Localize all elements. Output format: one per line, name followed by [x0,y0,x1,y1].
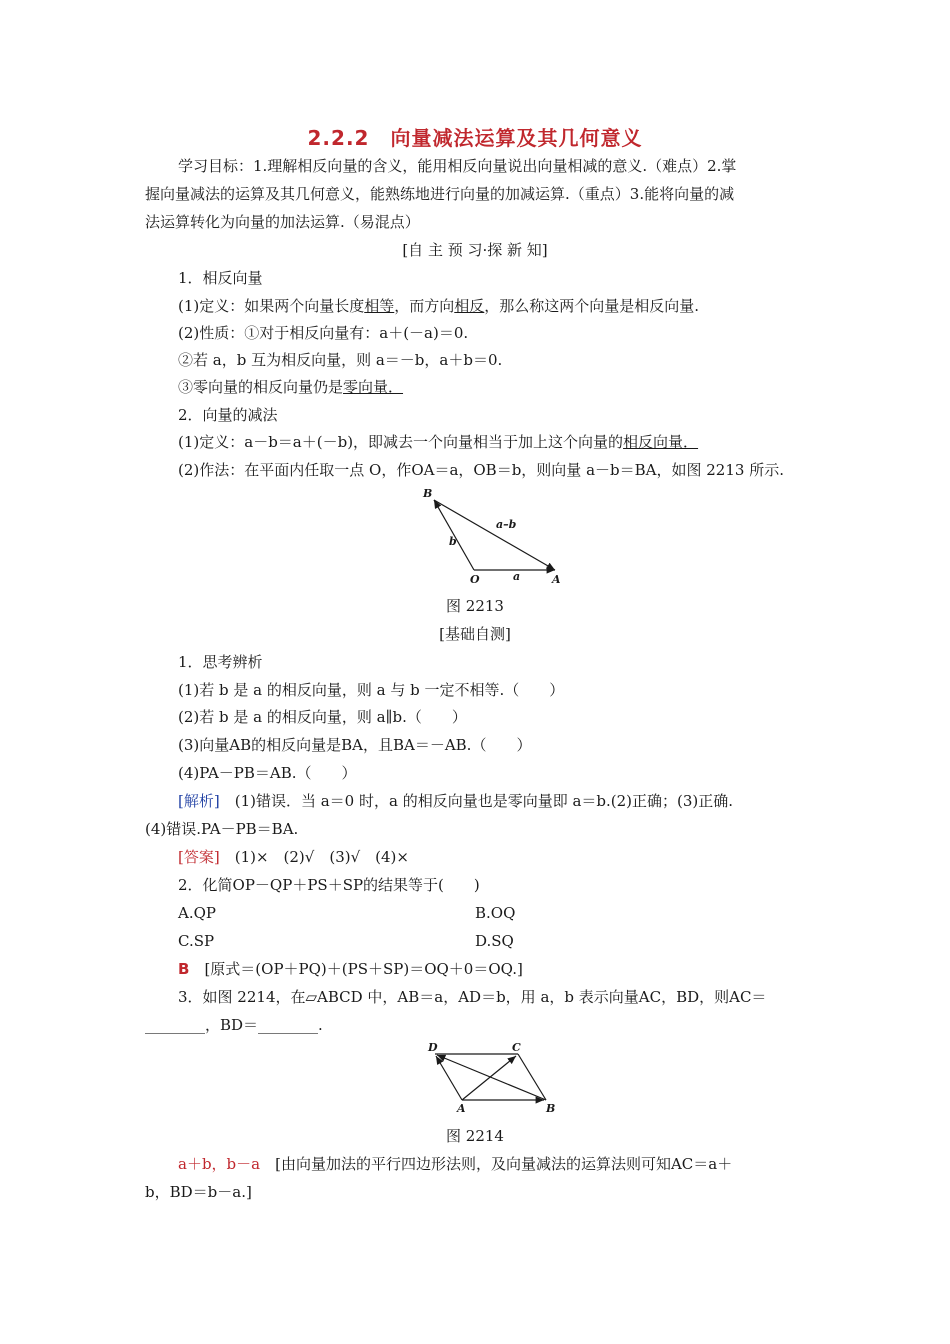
page-title: 2.2.2 向量减法运算及其几何意义 [307,126,643,150]
q1-heading: 1．思考辨析 [178,653,263,671]
label-a-minus-b: a–b [496,518,517,531]
subtraction-construction: (2)作法：在平面内任取一点 O，作OA＝a，OB＝b，则向量 a－b＝BA，如图 2213 所示. [178,461,784,479]
answer-tag: [答案] [178,848,220,866]
side-CB [518,1054,546,1100]
vector-BD [437,1055,546,1100]
q3-answer-line-1: a＋b，b－a [由向量加法的平行四边形法则，及向量减法的运算法则可知AC＝a＋ [178,1155,733,1173]
figure-2213-caption: 图 2213 [446,597,504,615]
q1-answer: [答案] (1)× (2)√ (3)√ (4)× [178,848,409,866]
section-header-self-test: [基础自测] [439,625,511,643]
q3-stem-line-1: 3．如图 2214，在▱ABCD 中，AB＝a，AD＝b，用 a，b 表示向量AC，BD，则AC＝ [178,988,767,1006]
label-a: a [513,570,521,583]
label-b: b [449,535,457,548]
q1-item-2: (2)若 b 是 a 的相反向量，则 a∥b.（ ） [178,708,467,726]
q3-answer-line-2: b，BD＝b－a.] [145,1183,252,1201]
opposite-vector-definition: (1)定义：如果两个向量长度相等，而方向相反，那么称这两个向量是相反向量. [178,297,700,315]
q1-analysis: [解析] (1)错误．当 a＝0 时，a 的相反向量也是零向量即 a＝b.(2)正确；(3)正确. [178,792,734,810]
section-header-preview: [自 主 预 习·探 新 知] [402,241,548,259]
q2-option-d: D.SQ [475,932,514,950]
vector-AD [436,1056,462,1100]
q1-item-3: (3)向量AB的相反向量是BA，且BA＝－AB.（ ） [178,736,532,754]
q2-answer-letter: B [178,960,190,978]
point-label-A: A [457,1102,466,1115]
point-label-D: D [428,1041,438,1054]
underlined-answer: 零向量． [343,378,404,396]
objectives-line-3: 法运算转化为向量的加法运算.（易混点） [145,213,420,231]
q1-item-4: (4)PA－PB＝AB.（ ） [178,764,357,782]
q2-option-a: A.QP [178,904,216,922]
opposite-vector-property-3: ③零向量的相反向量仍是零向量． [178,378,404,396]
point-label-O: O [470,573,480,586]
q2-answer: B [原式＝(OP＋PQ)＋(PS＋SP)＝OQ＋0＝OQ.] [178,960,523,978]
point-label-B: B [546,1102,556,1115]
analysis-tag: [解析] [178,792,220,810]
objectives-line-1: 学习目标：1.理解相反向量的含义，能用相反向量说出向量相减的意义.（难点）2.掌 [178,157,737,175]
point-label-C: C [512,1041,521,1054]
subtraction-heading: 2．向量的减法 [178,406,278,424]
q1-analysis-cont: (4)错误.PA－PB＝BA. [145,820,299,838]
underlined-answer: 相等 [364,297,395,315]
q2-option-c: C.SP [178,932,215,950]
q2-option-b: B.OQ [475,904,516,922]
q2-stem: 2．化简OP－QP＋PS＋SP的结果等于( ) [178,876,480,894]
opposite-vector-property-2: ②若 a，b 互为相反向量，则 a＝－b，a＋b＝0. [178,351,503,369]
opposite-vector-heading: 1．相反向量 [178,269,263,287]
figure-2214-caption: 图 2214 [446,1127,504,1145]
q3-answer-highlight: a＋b，b－a [178,1155,261,1173]
objectives-line-2: 握向量减法的运算及其几何意义，能熟练地进行向量的加减运算.（重点）3.能将向量的减 [145,185,735,203]
underlined-answer: 相反向量． [623,433,699,451]
vector-AC [462,1056,516,1100]
q3-stem-line-2: ________，BD＝________. [145,1016,323,1034]
opposite-vector-property-1: (2)性质：①对于相反向量有：a＋(－a)＝0. [178,324,469,342]
subtraction-definition: (1)定义：a－b＝a＋(－b)，即减去一个向量相当于加上这个向量的相反向量． [178,433,699,451]
underlined-answer: 相反 [454,297,485,315]
q1-item-1: (1)若 b 是 a 的相反向量，则 a 与 b 一定不相等.（ ） [178,681,565,699]
point-label-B: B [423,487,433,500]
point-label-A: A [552,573,561,586]
